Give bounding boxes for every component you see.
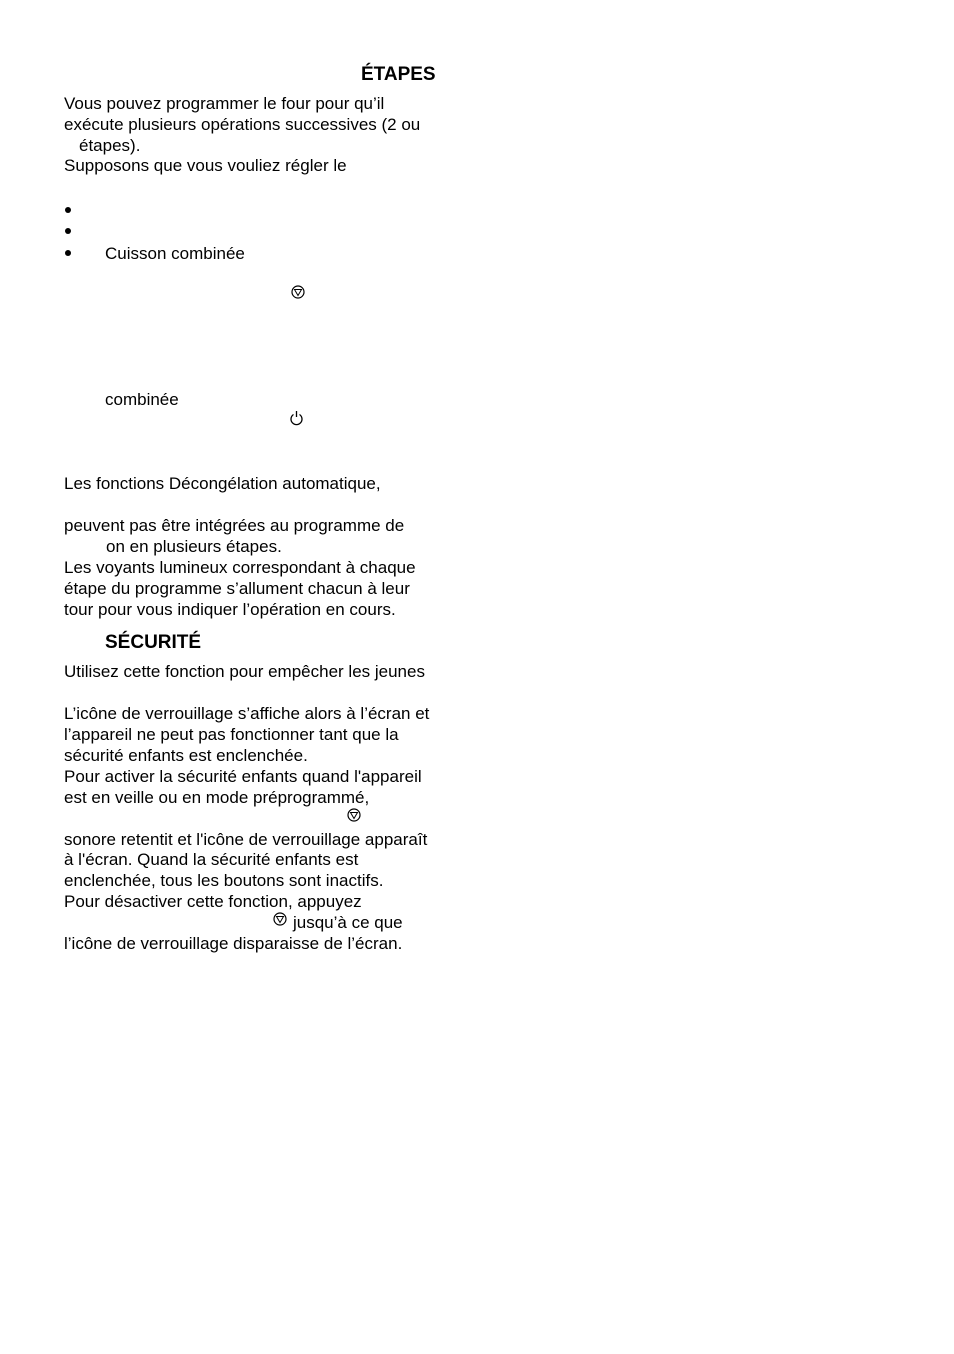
stop-cancel-icon [273,912,287,926]
combinee-text: combinée [105,390,179,409]
note-line-6: tour pour vous indiquer l’opération en cours. [64,600,396,619]
bullet-3 [65,250,71,256]
note-line-3: on en plusieurs étapes. [106,537,282,556]
note-line-4: Les voyants lumineux correspondant à chaque [64,558,416,577]
securite-line-9: enclenchée, tous les boutons sont inactifs. [64,871,384,890]
bullet-1 [65,207,71,213]
securite-line-3: l’appareil ne peut pas fonctionner tant que la [64,725,399,744]
securite-line-1: Utilisez cette fonction pour empêcher les jeunes [64,662,425,681]
securite-line-12: l’icône de verrouillage disparaisse de l’écran. [64,934,403,953]
securite-line-6: est en veille ou en mode préprogrammé, [64,788,370,807]
bullet-3-label: Cuisson combinée [105,244,245,263]
note-line-1: Les fonctions Décongélation automatique, [64,474,381,493]
section-title-securite: SÉCURITÉ [105,632,202,653]
stop-cancel-icon [291,285,305,299]
securite-line-10: Pour désactiver cette fonction, appuyez [64,892,362,911]
securite-line-8: à l'écran. Quand la sécurité enfants est [64,850,359,869]
etapes-line-3: étapes). [79,136,141,155]
start-icon [289,410,304,426]
securite-line-5: Pour activer la sécurité enfants quand l'appareil [64,767,422,786]
section-title-etapes: ÉTAPES [361,64,436,85]
stop-cancel-icon [347,808,361,822]
etapes-line-1: Vous pouvez programmer le four pour qu’il [64,94,385,113]
bullet-2 [65,228,71,234]
securite-line-4: sécurité enfants est enclenchée. [64,746,308,765]
securite-line-2: L’icône de verrouillage s’affiche alors à l’écran et [64,704,430,723]
note-line-5: étape du programme s’allument chacun à leur [64,579,410,598]
note-line-2: peuvent pas être intégrées au programme de [64,516,405,535]
securite-line-11: jusqu’à ce que [293,913,403,932]
etapes-line-4: Supposons que vous vouliez régler le [64,156,347,175]
etapes-line-2: exécute plusieurs opérations successives (2 ou [64,115,421,134]
securite-line-7: sonore retentit et l'icône de verrouillage apparaît [64,830,428,849]
